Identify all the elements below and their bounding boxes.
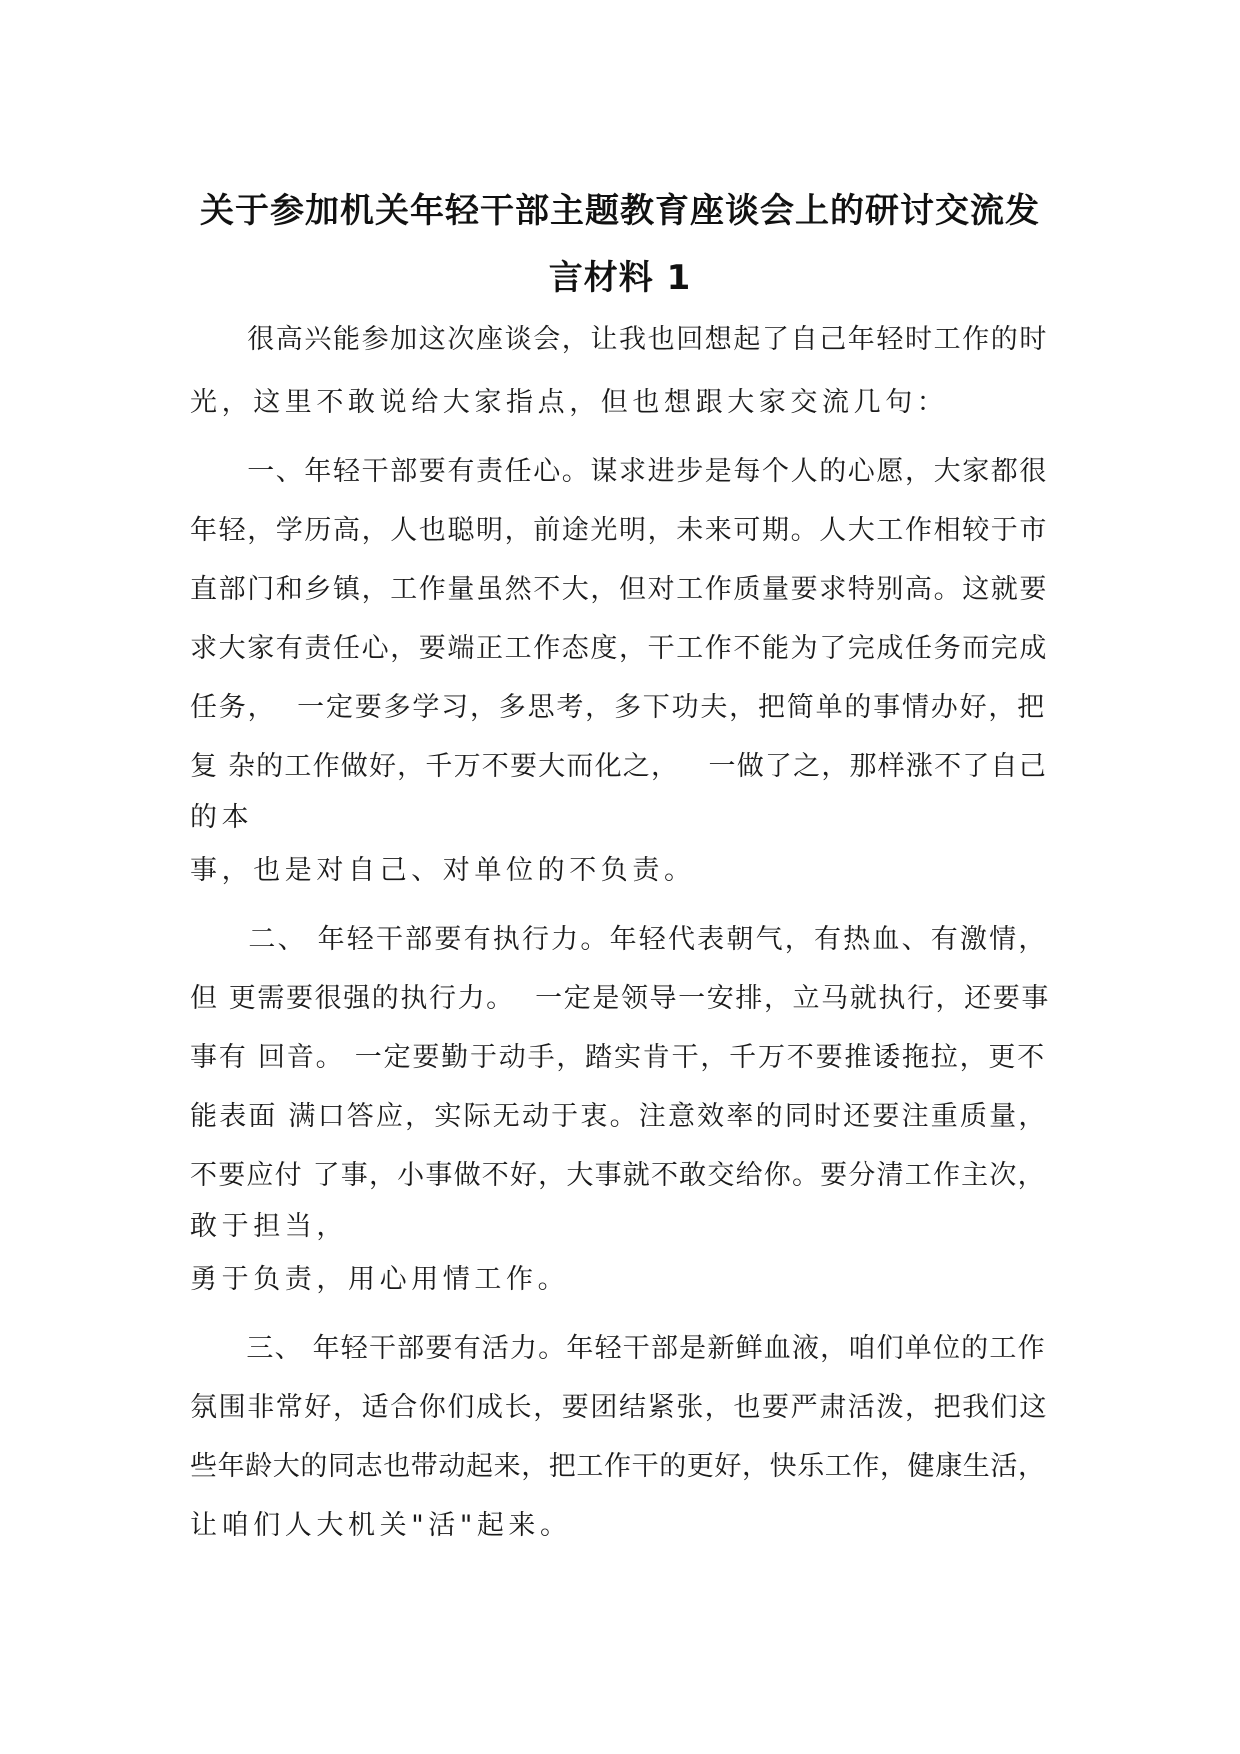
document-title-line-2: 言材料 1: [548, 258, 692, 298]
body-line: 氛围非常好，适合你们成长，要团结紧张，也要严肃活泼，把我们这: [190, 1392, 1048, 1423]
body-line: 求大家有责任心，要端正工作态度，干工作不能为了完成任务而完成: [190, 633, 1048, 664]
body-line: 一、年轻干部要有责任心。谋求进步是每个人的心愿，大家都很: [190, 456, 1048, 487]
body-line: 年轻，学历高，人也聪明，前途光明，未来可期。人大工作相较于市: [190, 515, 1048, 546]
body-line: 任务， 一定要多学习，多思考，多下功夫，把简单的事情办好，把: [190, 692, 1046, 723]
body-line: 事有 回音。 一定要勤于动手，踏实肯干，千万不要推诿拖拉，更不: [190, 1042, 1046, 1073]
body-line: 的本: [190, 802, 254, 833]
body-line: 但 更需要很强的执行力。 一定是领导一安排，立马就执行，还要事: [190, 983, 1050, 1014]
body-line: 直部门和乡镇，工作量虽然不大，但对工作质量要求特别高。这就要: [190, 574, 1048, 605]
body-line: 光，这里不敢说给大家指点，但也想跟大家交流几句：: [190, 387, 949, 418]
body-line: 敢于担当，: [190, 1211, 348, 1242]
document-title-line-1: 关于参加机关年轻干部主题教育座谈会上的研讨交流发: [200, 191, 1040, 231]
body-line: 很高兴能参加这次座谈会，让我也回想起了自己年轻时工作的时: [190, 324, 1048, 355]
body-line: 事，也是对自己、对单位的不负责。: [190, 855, 696, 886]
body-line: 复 杂的工作做好，千万不要大而化之， 一做了之，那样涨不了自己: [190, 751, 1047, 782]
body-line: 些年龄大的同志也带动起来，把工作干的更好，快乐工作，健康生活，: [190, 1451, 1046, 1482]
body-line: 二、 年轻干部要有执行力。年轻代表朝气，有热血、有激情，: [190, 924, 1048, 955]
body-line: 让咱们人大机关"活"起来。: [190, 1510, 572, 1541]
body-line: 勇于负责，用心用情工作。: [190, 1264, 570, 1295]
body-line: 三、 年轻干部要有活力。年轻干部是新鲜血液，咱们单位的工作: [190, 1333, 1046, 1364]
body-line: 不要应付 了事，小事做不好，大事就不敢交给你。要分清工作主次，: [190, 1160, 1046, 1191]
body-line: 能表面 满口答应，实际无动于衷。注意效率的同时还要注重质量，: [190, 1101, 1048, 1132]
